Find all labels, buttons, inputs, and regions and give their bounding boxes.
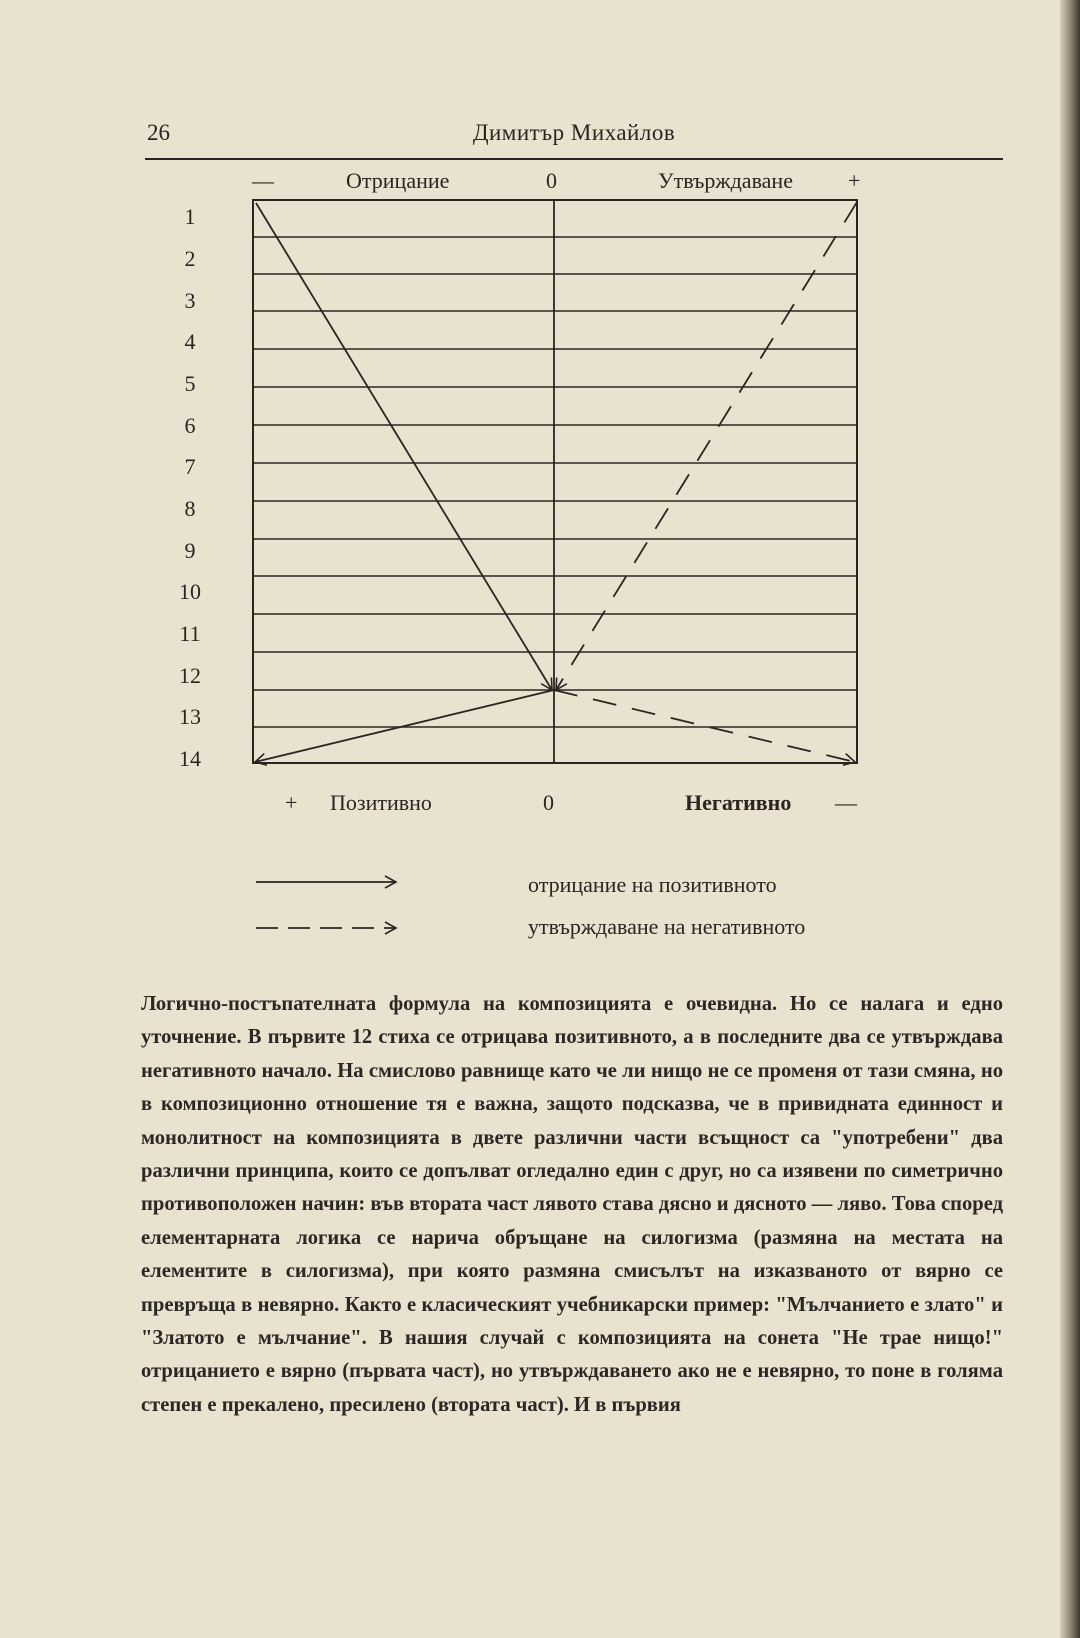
affirmation-label: Утвърждаване <box>658 168 793 193</box>
row-number: 1 <box>184 204 196 229</box>
row-grid-lines <box>253 237 857 727</box>
affirmation-lower-arrow <box>554 690 855 762</box>
top-plus-sign: + <box>848 168 861 193</box>
negation-label: Отрицание <box>346 168 450 193</box>
legend-dashed-text: утвърждаване на негативното <box>528 914 806 939</box>
affirmation-of-negative-arrow <box>556 202 857 690</box>
negation-of-positive-arrow <box>256 203 552 690</box>
row-number: 13 <box>179 704 201 729</box>
running-head: Димитър Михайлов <box>472 120 676 145</box>
row-number: 2 <box>184 246 196 271</box>
row-number: 12 <box>179 663 201 688</box>
top-zero-label: 0 <box>546 168 557 193</box>
row-number: 6 <box>184 413 196 438</box>
negation-lower-arrow <box>255 690 554 762</box>
row-number: 10 <box>179 579 201 604</box>
negative-label: Негативно <box>685 790 792 815</box>
row-number: 5 <box>184 371 196 396</box>
legend-solid-text: отрицание на позитивното <box>528 872 777 897</box>
bottom-minus-sign: — <box>835 790 857 815</box>
row-number: 9 <box>184 538 196 563</box>
row-number: 3 <box>184 288 196 313</box>
top-minus-sign: — <box>252 168 274 193</box>
body-text <box>141 988 1003 1422</box>
grid-frame <box>253 200 857 763</box>
body-paragraph: Логично-постъпателната формула на композицията е очевидна. Но се налага и едно уточнение. В първите 12 стиха се отрицава позитивното, а в последните два се утвърждава негативното начало. На смислово равнище като че ли нищо не се променя от тази смяна, но в композиционно отношение тя е важна, защото подсказва, че в привидната единност и монолитност на композицията в двете различни части всъщност са "употребени" два различни принципа, които се допълват огледално един с друг, но са изявени по симетрично противоположен начин: във втората част лявото става дясно и дясното — ляво. Това според елементарната логика се нарича обръщане на силогизма (размяна на местата на елементите в силогизма), при която размяна смисълът на изказваното от вярно се превръща в невярно. Както е класическият учебникарски пример: "Мълчанието е злато" и "Златото е мълчание". В нашия случай с композицията на сонета "Не трае нищо!" отрицанието е вярно (първата част), но утвърждаването ако не е невярно, то поне в голяма степен е прекалено, пресилено (втората част). И в първия <box>141 993 1003 1416</box>
bottom-zero-label: 0 <box>543 790 554 815</box>
row-number: 14 <box>179 746 201 771</box>
row-number: 7 <box>184 454 196 479</box>
row-number: 8 <box>184 496 196 521</box>
positive-label: Позитивно <box>330 790 432 815</box>
row-number: 11 <box>179 621 201 646</box>
bottom-plus-sign: + <box>285 790 298 815</box>
row-number: 4 <box>184 329 196 354</box>
page-number: 26 <box>147 120 170 145</box>
